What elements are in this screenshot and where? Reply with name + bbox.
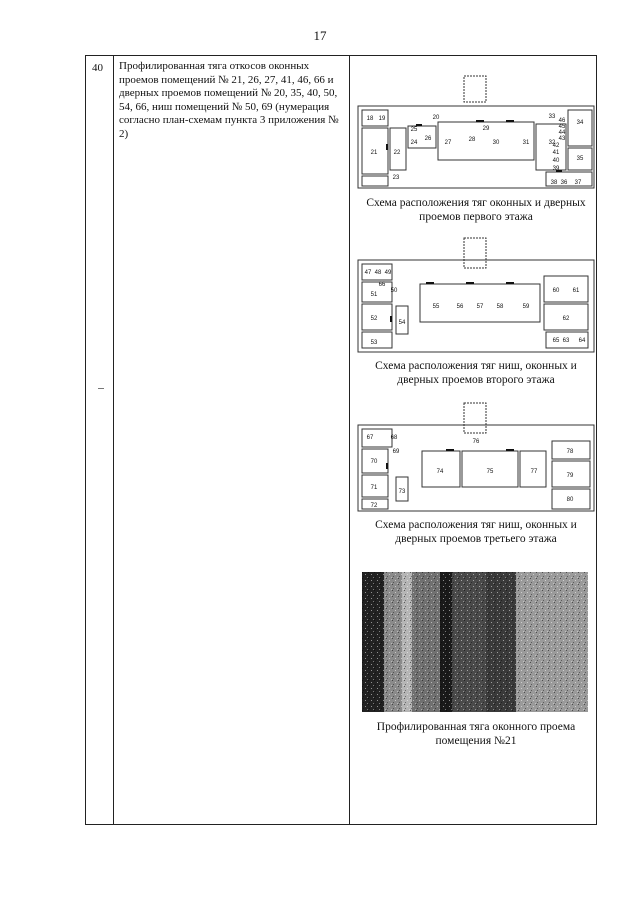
room-label: 78 <box>566 449 574 455</box>
room-label: 19 <box>378 116 386 122</box>
room-label: 57 <box>476 304 484 310</box>
row-number: 40 <box>92 62 103 74</box>
floor-plan-3 <box>356 401 596 513</box>
floor-plan-3-caption: Схема расположения тяг ниш, оконных и дверных проемов третьего этажа <box>375 519 577 545</box>
room-label: 61 <box>572 288 580 294</box>
room-label: 20 <box>432 115 440 121</box>
room-label: 22 <box>393 150 401 156</box>
floor-plan-2-caption: Схема расположения тяг ниш, оконных и дверных проемов второго этажа <box>375 360 577 386</box>
room-label: 25 <box>410 127 418 133</box>
room-label: 43 <box>558 136 566 142</box>
room-label: 77 <box>530 469 538 475</box>
room-label: 59 <box>522 304 530 310</box>
room-label: 29 <box>482 126 490 132</box>
room-label: 47 <box>364 270 372 276</box>
room-label: 64 <box>578 338 586 344</box>
room-label: 36 <box>560 180 568 186</box>
room-label: 31 <box>522 140 530 146</box>
room-label: 48 <box>374 270 382 276</box>
room-label: 75 <box>486 469 494 475</box>
room-label: 18 <box>366 116 374 122</box>
room-label: 42 <box>552 143 560 149</box>
room-label: 45 <box>558 124 566 130</box>
room-label: 34 <box>576 120 584 126</box>
room-label: 33 <box>548 114 556 120</box>
room-label: 51 <box>370 292 378 298</box>
margin-mark <box>98 388 104 389</box>
room-label: 65 <box>552 338 560 344</box>
room-label: 26 <box>424 136 432 142</box>
room-label: 28 <box>468 137 476 143</box>
room-label: 73 <box>398 489 406 495</box>
room-label: 30 <box>492 140 500 146</box>
room-label: 80 <box>566 497 574 503</box>
room-label: 69 <box>392 449 400 455</box>
room-label: 44 <box>558 130 566 136</box>
room-label: 66 <box>378 282 386 288</box>
room-label: 63 <box>562 338 570 344</box>
room-label: 70 <box>370 459 378 465</box>
page-number: 17 <box>313 28 327 43</box>
room-label: 76 <box>472 439 480 445</box>
room-label: 62 <box>562 316 570 322</box>
room-label: 38 <box>550 180 558 186</box>
room-label: 79 <box>566 473 574 479</box>
room-label: 23 <box>392 175 400 181</box>
room-label: 21 <box>370 150 378 156</box>
room-label: 46 <box>558 118 566 124</box>
table-divider <box>349 56 350 824</box>
floor-plan-1-caption: Схема расположения тяг оконных и дверных проемов первого этажа <box>366 197 586 223</box>
photo-caption: Профилированная тяга оконного проема помещения №21 <box>376 721 576 747</box>
room-label: 35 <box>576 156 584 162</box>
room-label: 41 <box>552 150 560 156</box>
room-label: 58 <box>496 304 504 310</box>
floor-plan-1 <box>356 74 596 192</box>
row-description: Профилированная тяга откосов оконных проемов помещений № 21, 26, 27, 41, 46, 66 и дверных проемов помещений № 20, 35, 40, 50, 54, 66, ниш помещений № 50, 69 (нумерация согласно план-схемам пункта 3 приложения № 2) <box>119 60 339 140</box>
room-label: 71 <box>370 485 378 491</box>
room-label: 55 <box>432 304 440 310</box>
room-label: 49 <box>384 270 392 276</box>
room-label: 32 <box>548 140 556 146</box>
room-label: 74 <box>436 469 444 475</box>
floor-plan-2 <box>356 236 596 354</box>
room-label: 72 <box>370 503 378 509</box>
molding-photo <box>362 572 588 712</box>
room-label: 52 <box>370 316 378 322</box>
room-label: 56 <box>456 304 464 310</box>
room-label: 39 <box>552 166 560 172</box>
room-label: 67 <box>366 435 374 441</box>
room-label: 60 <box>552 288 560 294</box>
document-table <box>85 55 597 825</box>
table-divider <box>113 56 114 824</box>
room-label: 24 <box>410 140 418 146</box>
room-label: 27 <box>444 140 452 146</box>
room-label: 68 <box>390 435 398 441</box>
room-label: 53 <box>370 340 378 346</box>
room-label: 50 <box>390 288 398 294</box>
room-label: 54 <box>398 320 406 326</box>
room-label: 37 <box>574 180 582 186</box>
room-label: 40 <box>552 158 560 164</box>
